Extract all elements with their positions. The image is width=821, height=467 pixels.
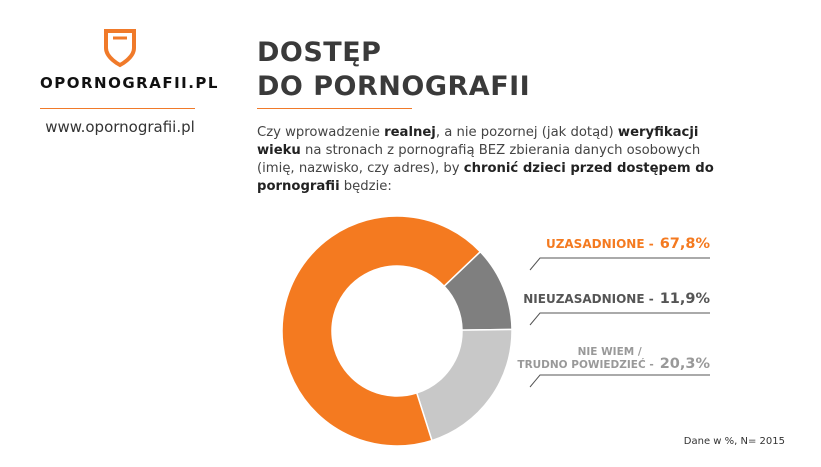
- label-nie-wiem: [517, 346, 710, 387]
- footnote: Dane w %, N= 2015: [683, 436, 785, 447]
- title-line-1: DOSTĘP: [257, 37, 382, 68]
- title-line-2: DO PORNOGRAFII: [257, 71, 531, 102]
- slice-nie-wiem: [417, 329, 512, 440]
- question-text-2: , a nie pozornej (jak dotąd): [435, 125, 618, 140]
- category-label-uzasadnione: UZASADNIONE -: [545, 237, 654, 251]
- category-label-nie-wiem-line-2: TRUDNO POWIEDZIEĆ -: [517, 359, 654, 371]
- value-label-nieuzasadnione: 11,9%: [659, 291, 710, 307]
- value-label-uzasadnione: 67,8%: [659, 236, 710, 252]
- site-url: www.opornografii.pl: [45, 118, 195, 136]
- question-bold-2: weryfikacji wieku: [257, 125, 699, 158]
- question-text-4: będzie:: [339, 179, 392, 194]
- category-label-nieuzasadnione: NIEUZASADNIONE -: [523, 292, 654, 306]
- label-nieuzasadnione: [523, 291, 710, 325]
- label-uzasadnione: [530, 236, 710, 270]
- leader-line-uzasadnione: [530, 258, 710, 270]
- question-text-3: na stronach z pornografią BEZ zbierania danych osobowych (imię, nazwisko, czy adres), by: [257, 143, 701, 176]
- value-label-nie-wiem: 20,3%: [659, 356, 710, 372]
- leader-line-nieuzasadnione: [530, 313, 710, 325]
- category-label-nie-wiem-line-1: NIE WIEM /: [577, 346, 642, 358]
- logo-text: OPORNOGRAFII.PL: [40, 74, 219, 92]
- question-bold-1: realnej: [384, 125, 436, 140]
- leader-line-nie-wiem: [530, 375, 710, 387]
- question-text-1: Czy wprowadzenie: [257, 125, 385, 140]
- question-bold-3: chronić dzieci przed dostępem do pornografii: [257, 161, 714, 194]
